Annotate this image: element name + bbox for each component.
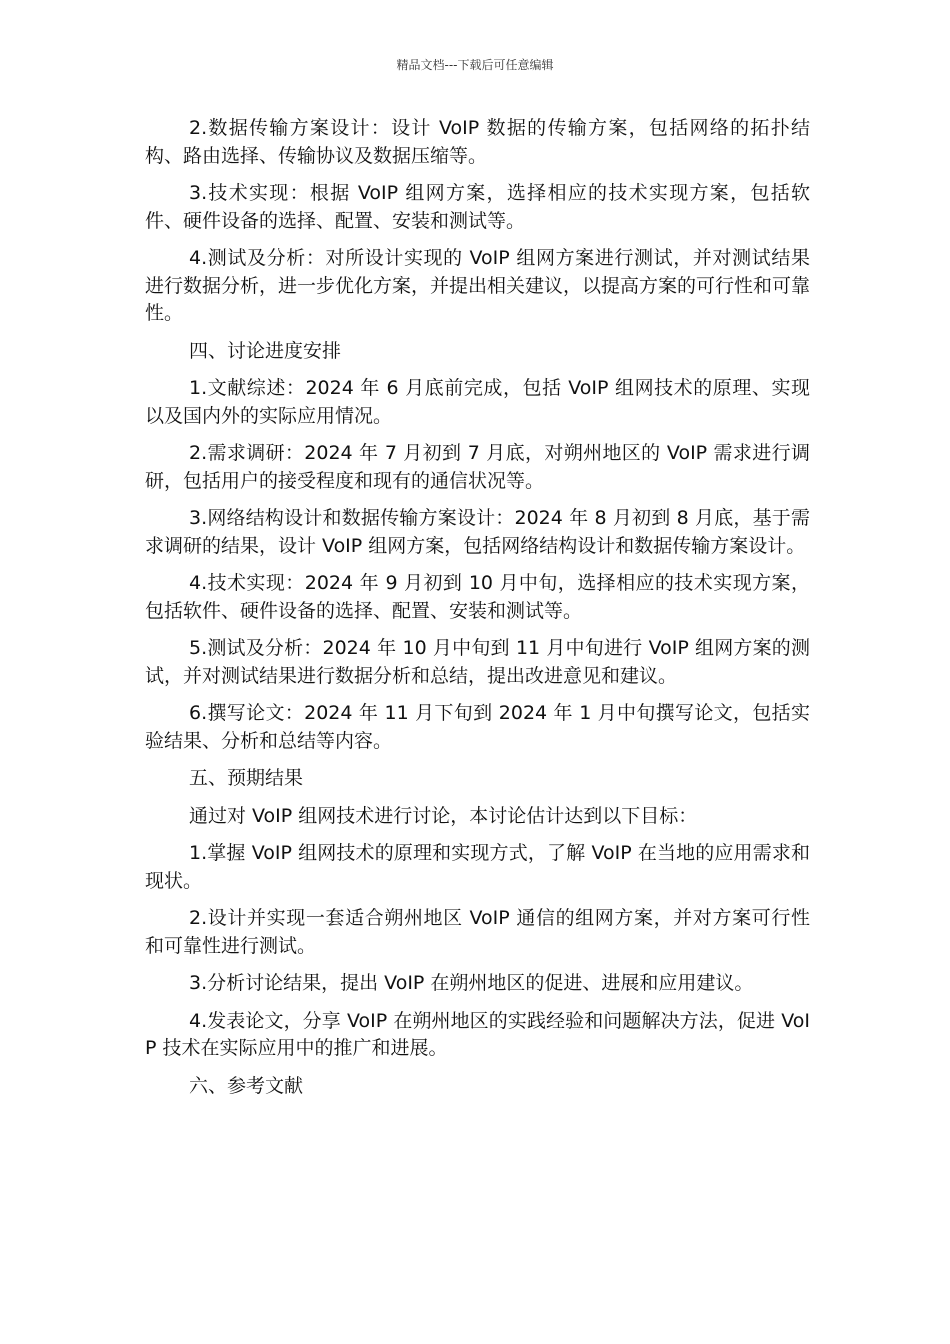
schedule-item-testing-analysis: 5.测试及分析：2024 年 10 月中旬到 11 月中旬进行 VoIP 组网方案的测试，并对测试结果进行数据分析和总结，提出改进意见和建议。	[145, 637, 810, 687]
schedule-item-thesis-writing: 6.撰写论文：2024 年 11 月下旬到 2024 年 1 月中旬撰写论文，包括实验结果、分析和总结等内容。	[145, 702, 810, 752]
section-heading-references: 六、参考文献	[189, 1074, 304, 1097]
paragraph-testing-analysis: 4.测试及分析：对所设计实现的 VoIP 组网方案进行测试，并对测试结果进行数据分析，进一步优化方案，并提出相关建议，以提高方案的可行性和可靠性。	[145, 247, 811, 324]
document-body	[145, 115, 810, 1110]
page-header: 精品文档---下载后可任意编辑	[396, 58, 554, 72]
paragraph-technical-implementation: 3.技术实现：根据 VoIP 组网方案，选择相应的技术实现方案，包括软件、硬件设备的选择、配置、安装和测试等。	[145, 182, 810, 232]
schedule-item-network-design: 3.网络结构设计和数据传输方案设计：2024 年 8 月初到 8 月底，基于需求调研的结果，设计 VoIP 组网方案，包括网络结构设计和数据传输方案设计。	[145, 507, 810, 557]
schedule-item-requirements-survey: 2.需求调研：2024 年 7 月初到 7 月底，对朔州地区的 VoIP 需求进行调研，包括用户的接受程度和现有的通信状况等。	[145, 442, 810, 492]
section-heading-schedule: 四、讨论进度安排	[189, 339, 342, 362]
goal-item-publish-paper: 4.发表论文，分享 VoIP 在朔州地区的实践经验和问题解决方法，促进 VoIP 技术在实际应用中的推广和进展。	[145, 1009, 810, 1059]
goal-item-network-scheme: 2.设计并实现一套适合朔州地区 VoIP 通信的组网方案，并对方案可行性和可靠性进行测试。	[145, 907, 810, 957]
goal-item-principles: 1.掌握 VoIP 组网技术的原理和实现方式，了解 VoIP 在当地的应用需求和现状。	[145, 842, 810, 892]
schedule-item-literature-review: 1.文献综述：2024 年 6 月底前完成，包括 VoIP 组网技术的原理、实现以及国内外的实际应用情况。	[145, 377, 810, 427]
schedule-item-technical-implementation: 4.技术实现：2024 年 9 月初到 10 月中旬，选择相应的技术实现方案，包括软件、硬件设备的选择、配置、安装和测试等。	[145, 572, 810, 622]
paragraph-expected-results-intro: 通过对 VoIP 组网技术进行讨论，本讨论估计达到以下目标：	[189, 804, 698, 827]
section-heading-expected-results: 五、预期结果	[189, 767, 304, 789]
goal-item-analysis-suggestions: 3.分析讨论结果，提出 VoIP 在朔州地区的促进、进展和应用建议。	[189, 972, 754, 994]
paragraph-data-transmission-design: 2.数据传输方案设计：设计 VoIP 数据的传输方案，包括网络的拓扑结构、路由选择、传输协议及数据压缩等。	[145, 117, 810, 167]
